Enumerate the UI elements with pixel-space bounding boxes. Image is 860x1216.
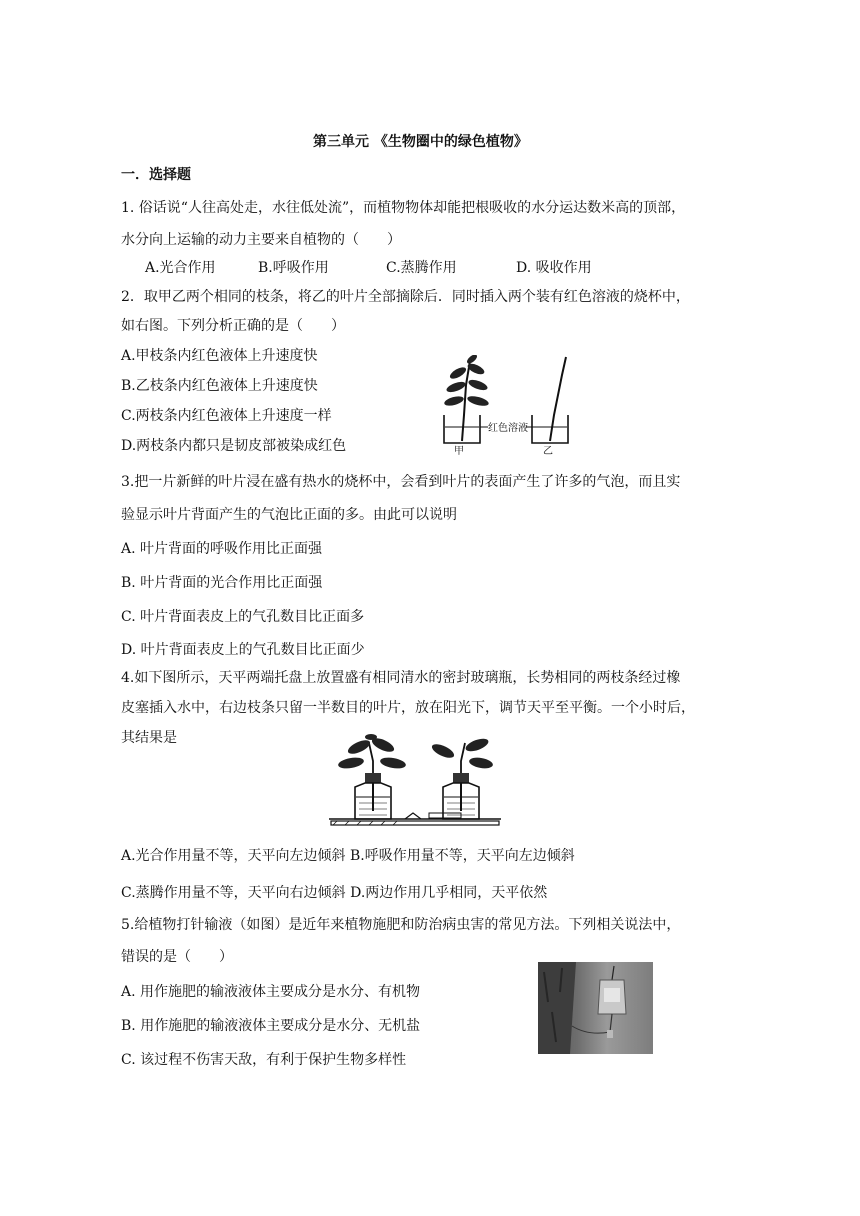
question-4-options-row1: A.光合作用量不等，天平向左边倾斜 B.呼吸作用量不等，天平向左边倾斜 [121,848,575,864]
question-5-stem-line2: 错误的是（ ） [121,949,233,965]
tree-infusion-photo [538,962,653,1054]
question-1-stem-line1: 1. 俗话说“人往高处走，水往低处流”，而植物物体却能把根吸收的水分运达数米高的顶部， [121,200,686,216]
red-solution-label: 红色溶液 [488,423,528,434]
question-5-stem-line1: 5.给植物打针输液（如图）是近年来植物施肥和防治病虫害的常见方法。下列相关说法中， [121,917,681,933]
question-2-option-c: C.两枝条内红色液体上升速度一样 [121,408,332,424]
question-5-option-b: B. 用作施肥的输液液体主要成分是水分、无机盐 [121,1018,421,1034]
question-2-stem-line1: 2．取甲乙两个相同的枝条，将乙的叶片全部摘除后．同时插入两个装有红色溶液的烧杯中， [121,289,690,305]
question-1-option-b: B.呼吸作用 [258,260,329,276]
beaker-yi-label: 乙 [543,446,553,455]
section-heading: 一．选择题 [121,167,191,183]
question-3-option-c: C. 叶片背面表皮上的气孔数目比正面多 [121,609,365,625]
beaker-jia-label: 甲 [454,446,464,455]
question-4-stem-line2: 皮塞插入水中，右边枝条只留一半数目的叶片，放在阳光下，调节天平至平衡。一个小时后， [121,700,695,716]
page-title: 第三单元 《生物圈中的绿色植物》 [313,134,528,150]
question-5-option-a: A. 用作施肥的输液液体主要成分是水分、有机物 [121,984,421,1000]
question-1-stem-line2: 水分向上运输的动力主要来自植物的（ ） [121,232,401,248]
question-5-option-c: C. 该过程不伤害天敌，有利于保护生物多样性 [121,1052,407,1068]
question-3-stem-line1: 3.把一片新鲜的叶片浸在盛有热水的烧杯中，会看到叶片的表面产生了许多的气泡，而且实 [121,474,681,490]
question-2-stem-line2: 如右图。下列分析正确的是（ ） [121,318,345,334]
balance-scale-figure [325,733,505,827]
question-2-option-d: D.两枝条内都只是韧皮部被染成红色 [121,438,347,454]
question-2-option-a: A.甲枝条内红色液体上升速度快 [121,348,318,364]
question-4-stem-line3: 其结果是 [121,730,177,746]
question-3-stem-line2: 验显示叶片背面产生的气泡比正面的多。由此可以说明 [121,507,457,523]
question-2-option-b: B.乙枝条内红色液体上升速度快 [121,378,318,394]
question-1-option-d: D. 吸收作用 [516,260,592,276]
question-3-option-b: B. 叶片背面的光合作用比正面强 [121,575,323,591]
question-1-option-a: A.光合作用 [145,260,216,276]
beaker-branches-figure [436,355,576,455]
question-4-options-row2: C.蒸腾作用量不等，天平向右边倾斜 D.两边作用几乎相同，天平依然 [121,885,548,901]
question-3-option-a: A. 叶片背面的呼吸作用比正面强 [121,541,323,557]
question-4-stem-line1: 4.如下图所示，天平两端托盘上放置盛有相同清水的密封玻璃瓶，长势相同的两枝条经过橡 [121,670,681,686]
question-1-option-c: C.蒸腾作用 [386,260,457,276]
question-3-option-d: D. 叶片背面表皮上的气孔数目比正面少 [121,642,365,658]
